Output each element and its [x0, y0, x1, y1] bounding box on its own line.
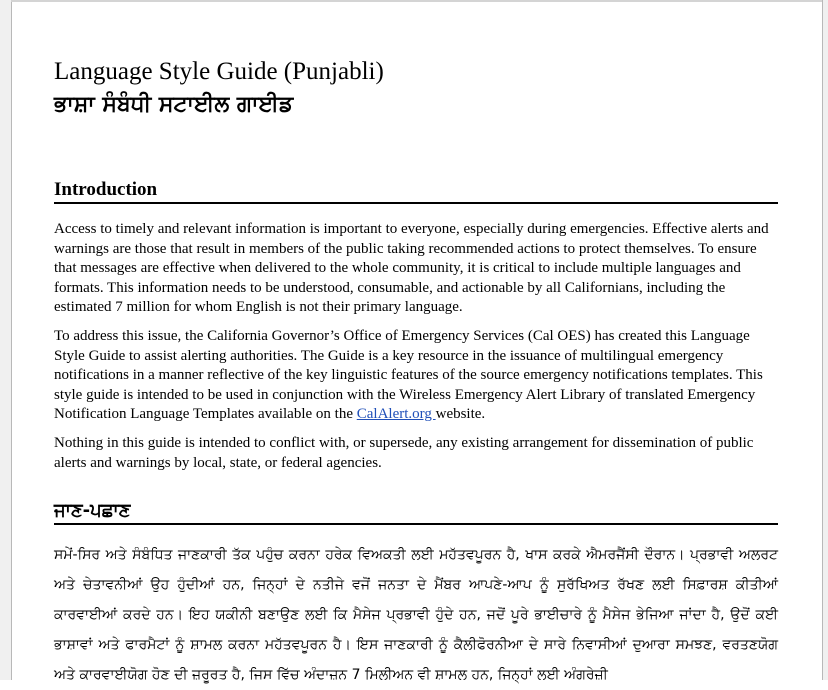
- introduction-heading: Introduction: [54, 178, 778, 204]
- viewer-left-frame: [0, 0, 12, 680]
- viewer-top-frame: [11, 0, 822, 2]
- intro-paragraph-1: Access to timely and relevant information is important to everyone, especially during emergencies. Effective alerts and warnings are those that result in members of the public taking recommended actions to protect themselves. To ensure that messages are effective when delivered to the whole community, it is critical to include multiple languages and formats. This information needs to be understood, consumable, and actionable by all Californians, including the estimated 7 million for whom English is not their primary language.: [54, 221, 769, 315]
- document-title-punjabi: ਭਾਸ਼ਾ ਸੰਬੰਧੀ ਸਟਾਈਲ ਗਾਈਡ: [54, 92, 294, 117]
- document-title-english: Language Style Guide (Punjabli): [54, 58, 384, 85]
- intro-paragraph-3: Nothing in this guide is intended to conflict with, or supersede, any existing arrangement for dissemination of public alerts and warnings by local, state, or federal agencies.: [54, 435, 754, 471]
- intro-paragraph-2: [54, 327, 778, 425]
- viewer-scrollbar[interactable]: [822, 0, 828, 680]
- calalert-link[interactable]: CalAlert.org: [356, 406, 436, 422]
- intro-paragraph-2-tail: website.: [435, 406, 486, 422]
- introduction-heading-punjabi: ਜਾਣ-ਪਛਾਣ: [54, 499, 778, 525]
- intro-paragraph-punjabi: ਸਮੇਂ-ਸਿਰ ਅਤੇ ਸੰਬੰਧਿਤ ਜਾਣਕਾਰੀ ਤੱਕ ਪਹੁੰਚ ਕਰਨਾ ਹਰੇਕ ਵਿਅਕਤੀ ਲਈ ਮਹੱਤਵਪੂਰਨ ਹੈ, ਖਾਸ ਕਰਕੇ ਐਮਰਜੈਂਸੀ ਦੌਰਾਨ। ਪ੍ਰਭਾਵੀ ਅਲਰਟ ਅਤੇ ਚੇਤਾਵਨੀਆਂ ਉਹ ਹੁੰਦੀਆਂ ਹਨ, ਜਿਨ੍ਹਾਂ ਦੇ ਨਤੀਜੇ ਵਜੋਂ ਜਨਤਾ ਦੇ ਮੈਂਬਰ ਆਪਣੇ-ਆਪ ਨੂੰ ਸੁਰੱਖਿਅਤ ਰੱਖਣ ਲਈ ਸਿਫ਼ਾਰਸ਼ ਕੀਤੀਆਂ ਕਾਰਵਾਈਆਂ ਕਰਦੇ ਹਨ। ਇਹ ਯਕੀਨੀ ਬਣਾਉਣ ਲਈ ਕਿ ਮੈਸੇਜ ਪ੍ਰਭਾਵੀ ਹੁੰਦੇ ਹਨ, ਜਦੋਂ ਪੂਰੇ ਭਾਈਚਾਰੇ ਨੂੰ ਮੈਸੇਜ ਭੇਜਿਆ ਜਾਂਦਾ ਹੈ, ਉਦੋਂ ਕਈ ਭਾਸ਼ਾਵਾਂ ਅਤੇ ਫਾਰਮੈਟਾਂ ਨੂੰ ਸ਼ਾਮਲ ਕਰਨਾ ਮਹੱਤਵਪੂਰਨ ਹੈ। ਇਸ ਜਾਣਕਾਰੀ ਨੂੰ ਕੈਲੀਫੋਰਨੀਆ ਦੇ ਸਾਰੇ ਨਿਵਾਸੀਆਂ ਦੁਆਰਾ ਸਮਝਣ, ਵਰਤਣਯੋਗ ਅਤੇ ਕਾਰਵਾਈਯੋਗ ਹੋਣ ਦੀ ਜ਼ਰੂਰਤ ਹੈ, ਜਿਸ ਵਿੱਚ ਅੰਦਾਜ਼ਨ 7 ਮਿਲੀਅਨ ਵੀ ਸ਼ਾਮਲ ਹਨ, ਜਿਨ੍ਹਾਂ ਲਈ ਅੰਗਰੇਜ਼ੀ: [54, 547, 778, 683]
- intro-paragraph-2-text: To address this issue, the California Governor’s Office of Emergency Services (Cal OES) has created this Language Style Guide to assist alerting authorities. The Guide is a key resource in the issuance of multilingual emergency notifications in a manner reflective of the key linguistic features of the source emergency notifications templates. This style guide is intended to be used in conjunction with the Wireless Emergency Alert Library of translated Emergency Notification Language Templates available on the: [54, 328, 763, 422]
